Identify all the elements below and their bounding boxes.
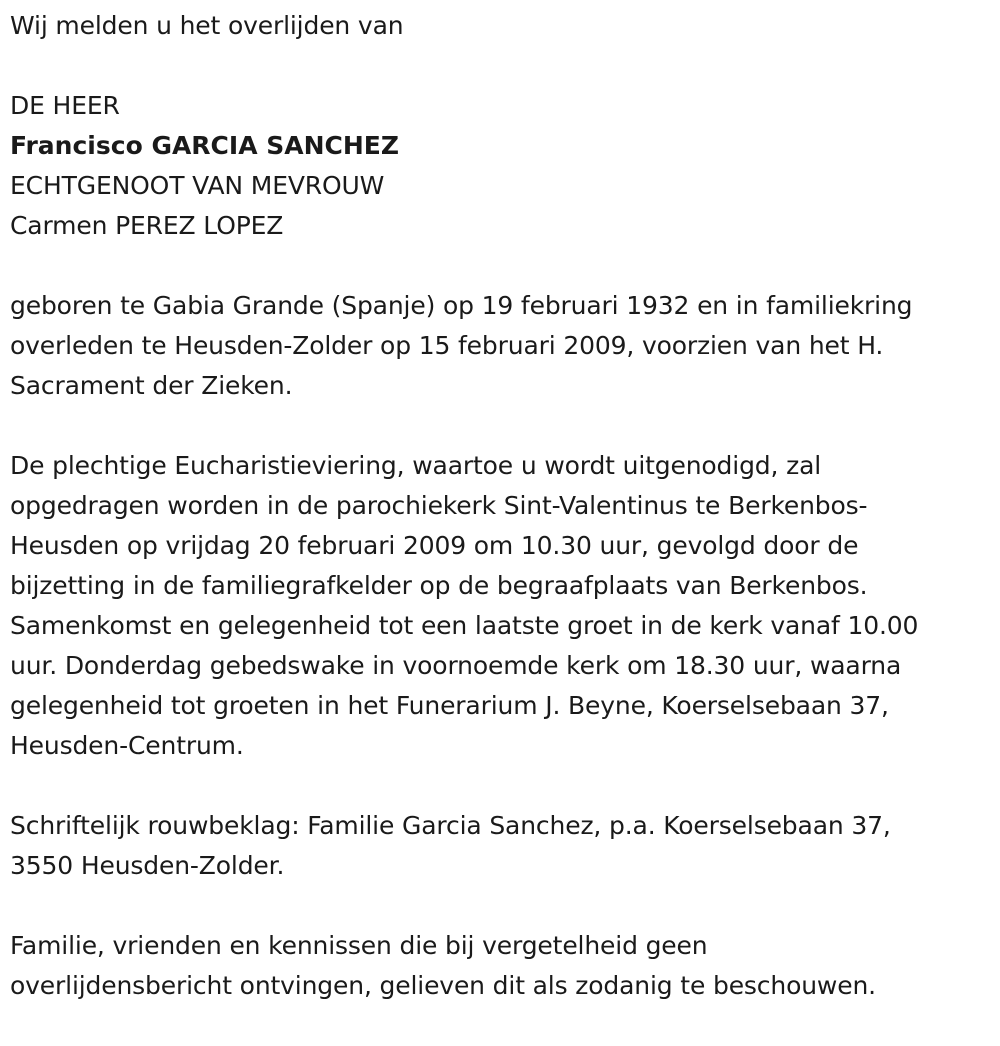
- spacer: [10, 766, 990, 806]
- ceremony-paragraph: [10, 446, 990, 766]
- notice-paragraph: [10, 926, 990, 1006]
- paragraph-line: overleden te Heusden-Zolder op 15 februari 2009, voorzien van het H.: [10, 331, 884, 360]
- birth-paragraph: [10, 286, 990, 406]
- paragraph-line: bijzetting in de familiegrafkelder op de begraafplaats van Berkenbos.: [10, 571, 868, 600]
- spacer: [10, 886, 990, 926]
- paragraph-line: Samenkomst en gelegenheid tot een laatste groet in de kerk vanaf 10.00: [10, 611, 919, 640]
- paragraph-line: Heusden-Centrum.: [10, 731, 244, 760]
- condolences-paragraph: [10, 806, 990, 886]
- spacer: [10, 246, 990, 286]
- paragraph-line: opgedragen worden in de parochiekerk Sint-Valentinus te Berkenbos-: [10, 491, 868, 520]
- paragraph-line: Heusden op vrijdag 20 februari 2009 om 10.30 uur, gevolgd door de: [10, 531, 859, 560]
- spouse-label: ECHTGENOOT VAN MEVROUW: [10, 171, 385, 200]
- paragraph-line: Sacrament der Zieken.: [10, 371, 293, 400]
- paragraph-line: uur. Donderdag gebedswake in voornoemde kerk om 18.30 uur, waarna: [10, 651, 902, 680]
- paragraph-line: Familie, vrienden en kennissen die bij vergetelheid geen: [10, 931, 708, 960]
- spouse-name: Carmen PEREZ LOPEZ: [10, 211, 284, 240]
- paragraph-line: gelegenheid tot groeten in het Funerarium J. Beyne, Koerselsebaan 37,: [10, 691, 889, 720]
- spacer: [10, 46, 990, 86]
- spacer: [10, 406, 990, 446]
- deceased-name: Francisco GARCIA SANCHEZ: [10, 131, 400, 160]
- paragraph-line: overlijdensbericht ontvingen, gelieven dit als zodanig te beschouwen.: [10, 971, 876, 1000]
- honorific-title: DE HEER: [10, 91, 120, 120]
- paragraph-line: De plechtige Eucharistieviering, waartoe u wordt uitgenodigd, zal: [10, 451, 822, 480]
- paragraph-line: 3550 Heusden-Zolder.: [10, 851, 285, 880]
- intro-line: Wij melden u het overlijden van: [10, 11, 404, 40]
- paragraph-line: geboren te Gabia Grande (Spanje) op 19 februari 1932 en in familiekring: [10, 291, 913, 320]
- paragraph-line: Schriftelijk rouwbeklag: Familie Garcia Sanchez, p.a. Koerselsebaan 37,: [10, 811, 891, 840]
